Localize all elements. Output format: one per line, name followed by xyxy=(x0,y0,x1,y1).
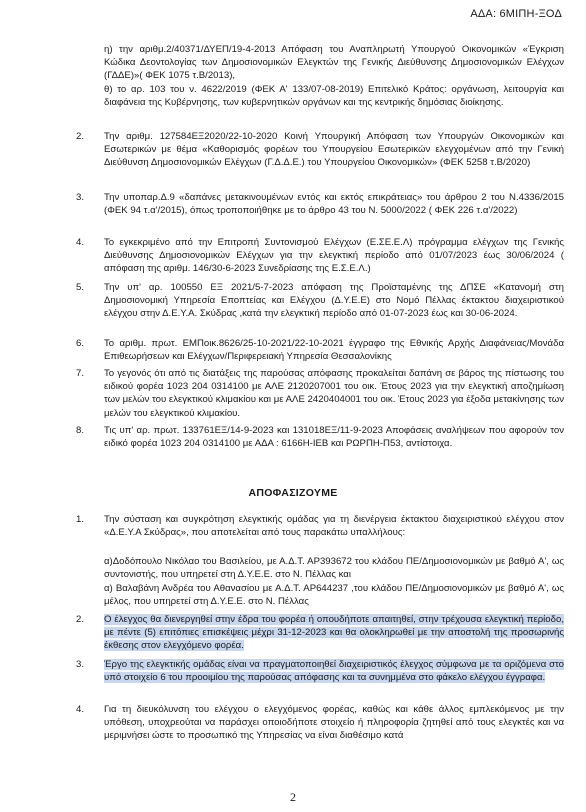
decision-number: 2. xyxy=(76,614,85,625)
list-item: Τις υπ' αρ. πρωτ. 133761ΕΞ/14-9-2023 και 131018ΕΞ/11-9-2023 Αποφάσεις αναλήψεων που αφορούν τον ειδικό φορέα 1023 204 0314100 με ΑΔΑ : 6166Η-ΙΕΒ και ΡΩΡΠΗ-Π53, αντίστοιχα. xyxy=(104,425,564,450)
decision-item: Για τη διευκόλυνση του ελέγχου ο ελεγχόμενος φορέας, καθώς και κάθε άλλος εμπλεκόμενος με την υπόθεση, υποχρεούται να παράσχει οποιοδήποτε στοιχείο ή πληροφορία ζητηθεί από τους ελεγκτές και να μεριμνήσει ώστε το προσωπικό της Υπηρεσίας να είναι διαθέσιμο κατά xyxy=(104,704,564,742)
list-item: Την υποπαρ.Δ.9 «δαπάνες μετακινουμένων εντός και εκτός επικράτειας» του άρθρου 2 του Ν.4336/2015 (ΦΕΚ 94 τ.α'/2015), όπως τροποποιήθηκε με το άρθρο 43 του Ν. 5000/2022 ( ΦΕΚ 226 τ.α'/2022) xyxy=(104,192,564,217)
item-number: 8. xyxy=(76,425,85,436)
list-item: Το εγκεκριμένο από την Επιτροπή Συντονισμού Ελέγχων (Ε.ΣΕ.Ε.Λ) πρόγραμμα ελέγχων της Γενικής Διεύθυνσης Δημοσιονομικών Ελέγχων για την ελεγκτική περίοδο από 01/07/2023 έως 30/06/2024 ( απόφαση της αριθμ. 146/30-6-2023 Συνεδρίασης της Ε.Σ.Ε.Λ.) xyxy=(104,237,564,275)
decision-number: 3. xyxy=(76,659,85,670)
decision-number: 4. xyxy=(76,704,85,715)
decision-item-highlighted xyxy=(104,613,564,653)
item-number: 2. xyxy=(76,131,85,142)
decision-item-highlighted xyxy=(104,658,564,684)
clause-eta: η) την αριθμ.2/40371/ΔΥΕΠ/19-4-2013 Απόφαση του Αναπληρωτή Υπουργού Οικονομικών «Έγκριση Κώδικα Δεοντολογίας των Δημοσιονομικών Ελεγκτών της Γενικής Διεύθυνσης Δημοσιονομικών Ελέγχων (ΓΔΔΕ)»( ΦΕΚ 1075 τ.Β/2013), xyxy=(104,44,564,82)
highlighted-text: Ο έλεγχος θα διενεργηθεί στην έδρα του φορέα ή οπουδήποτε απαιτηθεί, στην τρέχουσα ελεγκτική περίοδο, με πέντε (5) επιτόπιες επισκέψεις μέχρι 31-12-2023 και θα ολοκληρωθεί με την αποστολή της προσωρινής έκθεσης στον ελεγχόμενο φορέα. xyxy=(104,614,564,652)
list-item: Την υπ' αρ. 100550 ΕΞ 2021/5-7-2023 απόφαση της Προϊσταμένης της ΔΠΣΕ «Κατανομή στη Δημοσιονομική Υπηρεσία Εποπτείας και Ελέγχου (Δ.Υ.Ε.Ε) στο Νομό Πέλλας έκτακτου διαχειριστικού ελέγχου στην Δ.Ε.Υ.Α. Σκύδρας ,κατά την ελεγκτική περίοδο από 01-07-2023 έως και 30-06-2024. xyxy=(104,282,564,320)
item-number: 4. xyxy=(76,237,85,248)
list-item: Το αριθμ. πρωτ. ΕΜΠοικ.8626/25-10-2021/22-10-2021 έγγραφο της Εθνικής Αρχής Διαφάνειας/Μονάδα Επιθεωρήσεων και Ελέγχων/Περιφερειακή Υπηρεσία Θεσσαλονίκης xyxy=(104,338,564,363)
list-item: Την αριθμ. 127584ΕΞ2020/22-10-2020 Κοινή Υπουργική Απόφαση των Υπουργών Οικονομικών και Εσωτερικών με θέμα «Καθορισμός φορέων του Υπουργείου Εσωτερικών ελεγχομένων από την Γενική Διεύθυνση Δημοσιονομικών Ελέγχων (Γ.Δ.Δ.Ε.) του Υπουργείου Οικονομικών» (ΦΕΚ 5258 τ.Β/2020) xyxy=(104,131,564,169)
item-number: 5. xyxy=(76,282,85,293)
item-number: 6. xyxy=(76,338,85,349)
page-number: 2 xyxy=(290,790,296,804)
item-number: 3. xyxy=(76,192,85,203)
member-entry: α) Βαλαβάνη Ανδρέα του Αθανασίου με Α.Δ.Τ. ΑΡ644237 ,του κλάδου ΠΕ/Δημοσιονομικών με βαθμό Α', ως μέλος, που υπηρετεί στη Δ.Υ.Ε.Ε. στο Ν. Πέλλας xyxy=(104,583,564,608)
list-item: Το γεγονός ότι από τις διατάξεις της παρούσας απόφασης προκαλείται δαπάνη σε βάρος της πίστωσης του ειδικού φορέα 1023 204 0314100 με ΑΛΕ 2120207001 του οικ. Έτους 2023 για την ελεγκτική αποζημίωση των μελών του ελεγκτικού κλιμακίου και με ΑΛΕ 2420404001 του οικ. Έτους 2023 για έξοδα μετακίνησης των μελών του ελεγκτικού κλιμακίου. xyxy=(104,368,564,419)
decision-number: 1. xyxy=(76,514,85,525)
decision-heading: ΑΠΟΦΑΣΙΖΟΥΜΕ xyxy=(248,487,338,499)
clause-theta: θ) το αρ. 103 του ν. 4622/2019 (ΦΕΚ Α' 133/07-08-2019) Επιτελικό Κράτος: οργάνωση, λειτουργία και διαφάνεια της Κυβέρνησης, των κυβερνητικών οργάνων και της κεντρικής δημόσιας διοίκησης. xyxy=(104,84,564,109)
highlighted-text: Έργο της ελεγκτικής ομάδας είναι να πραγματοποιηθεί διαχειριστικός έλεγχος σύμφωνα με τα οριζόμενα στο υπό στοιχείο 6 του προοιμίου της παρούσας απόφασης και τα συνημμένα στο φάκελο ελέγχου έγγραφα. xyxy=(104,659,564,684)
item-number: 7. xyxy=(76,368,85,379)
decision-item: Την σύσταση και συγκρότηση ελεγκτικής ομάδας για τη διενέργεια έκτακτου διαχειριστικού ελέγχου στον «Δ.Ε.Υ.Α Σκύδρας», που αποτελείται από τους παρακάτω υπαλλήλους: xyxy=(104,514,564,539)
member-entry: α)Δοδόπουλο Νικόλαο του Βασιλείου, με Α.Δ.Τ. ΑΡ393672 του κλάδου ΠΕ/Δημοσιονομικών με βαθμό Α', ως συντονιστής, που υπηρετεί στη Δ.Υ.Ε.Ε. στο Ν. Πέλλας και xyxy=(104,556,564,581)
ada-code: ΑΔΑ: 6ΜΙΠΗ-ΞΟΔ xyxy=(470,8,562,20)
